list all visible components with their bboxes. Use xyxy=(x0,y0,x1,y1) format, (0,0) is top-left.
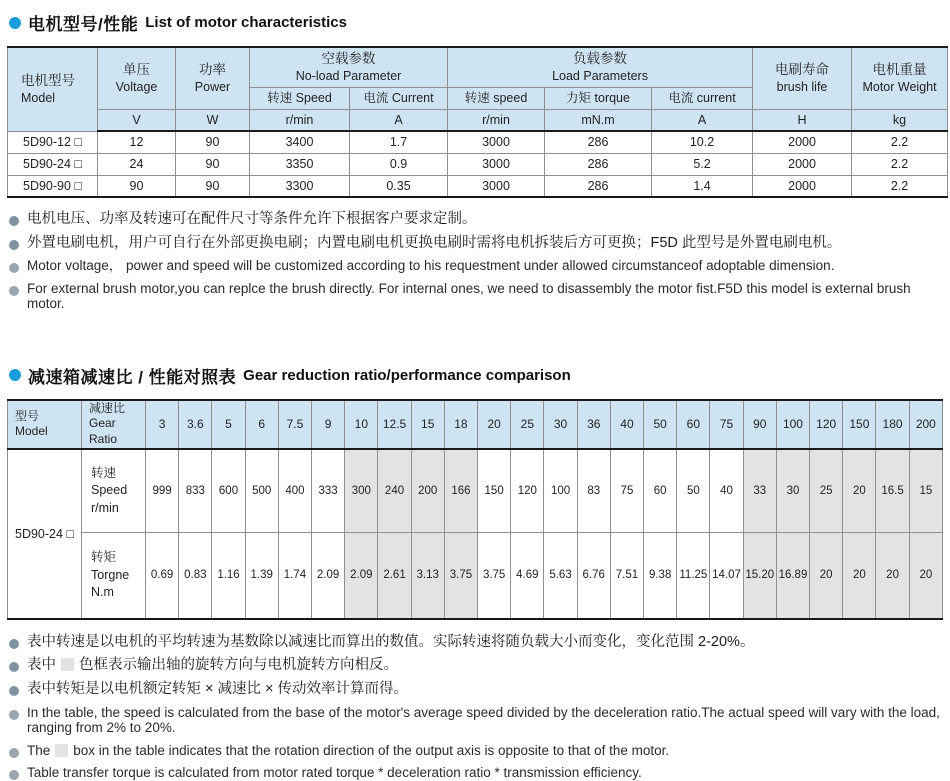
units-row xyxy=(8,109,948,131)
ratio-value-cell: 9 xyxy=(312,400,345,449)
note-text-pre: The xyxy=(27,742,51,758)
blue-bullet-icon xyxy=(9,369,21,381)
torque-cell: 16.89 xyxy=(776,533,809,619)
section-title-zh: 电机型号/性能 xyxy=(28,15,139,34)
note-text-pre: 表中 xyxy=(27,657,56,674)
torque-cell: 1.16 xyxy=(212,533,245,619)
model-cell: 5D90-12 □ xyxy=(8,131,98,153)
torque-label-cell xyxy=(82,533,146,619)
torque-cell: 2.09 xyxy=(345,533,378,619)
note-bullet-icon xyxy=(9,710,19,720)
header-label: 减速比 xyxy=(89,400,126,415)
note-bullet-icon xyxy=(9,748,19,758)
reverse-rotation-swatch-icon xyxy=(61,658,74,671)
data-cell: 3000 xyxy=(448,153,545,175)
load-current-header-cell: 电流 current xyxy=(652,87,753,109)
gear-ratio-header-cell xyxy=(82,400,146,449)
ratio-value-cell: 75 xyxy=(710,400,743,449)
ratio-value-cell: 15 xyxy=(411,400,444,449)
unit-cell: kg xyxy=(852,109,948,131)
ratio-value-cell: 5 xyxy=(212,400,245,449)
unit-cell: r/min xyxy=(250,109,350,131)
ratio-value-cell: 150 xyxy=(843,400,876,449)
note-text: Motor voltage， power and speed will be customized according to his requestment under allowed circumstanceof adoptable dimension. xyxy=(27,258,835,274)
note-bullet-icon xyxy=(9,240,19,250)
torque-cell: 2.09 xyxy=(312,533,345,619)
motor-notes xyxy=(7,211,943,312)
speed-cell: 400 xyxy=(278,449,311,533)
speed-cell: 100 xyxy=(544,449,577,533)
header-label: Model xyxy=(21,90,56,105)
header-label: Voltage xyxy=(115,79,158,94)
torque-cell: 14.07 xyxy=(710,533,743,619)
data-cell: 3000 xyxy=(448,131,545,153)
section-spacer xyxy=(7,319,943,359)
ratio-value-cell: 50 xyxy=(644,400,677,449)
data-cell: 2000 xyxy=(753,153,852,175)
note-text xyxy=(27,657,398,674)
data-cell: 3400 xyxy=(250,131,350,153)
data-cell: 5.2 xyxy=(652,153,753,175)
speed-cell: 83 xyxy=(577,449,610,533)
note-line xyxy=(9,765,943,781)
speed-cell: 120 xyxy=(511,449,544,533)
note-line xyxy=(9,705,943,736)
data-cell: 1.4 xyxy=(652,175,753,197)
note-bullet-icon xyxy=(9,286,19,296)
torque-cell: 2.61 xyxy=(378,533,411,619)
speed-cell: 240 xyxy=(378,449,411,533)
ratio-value-cell: 12.5 xyxy=(378,400,411,449)
load-speed-header-cell: 转速 speed xyxy=(448,87,545,109)
ratio-value-cell: 36 xyxy=(577,400,610,449)
data-cell: 286 xyxy=(545,131,652,153)
weight-header-cell xyxy=(852,47,948,109)
note-text: 外置电刷电机，用户可自行在外部更换电刷；内置电刷电机更换电刷时需将电机拆装后方可更换；F5D 此型号是外置电刷电机。 xyxy=(27,234,842,251)
data-cell: 2.2 xyxy=(852,153,948,175)
brush-life-header-cell xyxy=(753,47,852,109)
load-torque-header-cell: 力矩 torque xyxy=(545,87,652,109)
row-label: r/min xyxy=(91,500,119,515)
ratio-value-cell: 200 xyxy=(909,400,942,449)
note-text: Table transfer torque is calculated from motor rated torque * deceleration ratio * transmission efficiency. xyxy=(27,765,642,781)
speed-cell: 30 xyxy=(776,449,809,533)
note-text: 电机电压、功率及转速可在配件尺寸等条件允许下根据客户要求定制。 xyxy=(27,211,477,227)
note-bullet-icon xyxy=(9,662,19,672)
unit-cell: mN.m xyxy=(545,109,652,131)
motor-section-title xyxy=(9,10,943,35)
ratio-value-cell: 90 xyxy=(743,400,776,449)
ratio-value-cell: 20 xyxy=(478,400,511,449)
row-label: Torgne xyxy=(91,567,130,582)
speed-cell: 333 xyxy=(312,449,345,533)
note-bullet-icon xyxy=(9,263,19,273)
row-label: 转矩 xyxy=(91,550,117,565)
data-cell: 24 xyxy=(98,153,176,175)
header-label: 空载参数 xyxy=(321,51,376,67)
torque-cell: 3.13 xyxy=(411,533,444,619)
speed-label-cell xyxy=(82,449,146,533)
unit-cell: A xyxy=(350,109,448,131)
header-label: 电刷寿命 xyxy=(775,62,830,78)
data-cell: 12 xyxy=(98,131,176,153)
speed-cell: 15 xyxy=(909,449,942,533)
header-label: No-load Parameter xyxy=(295,68,402,83)
data-cell: 90 xyxy=(176,131,250,153)
header-label: 电机型号 xyxy=(21,73,75,89)
torque-cell: 20 xyxy=(843,533,876,619)
ratio-value-cell: 6 xyxy=(245,400,278,449)
ratio-value-cell: 25 xyxy=(511,400,544,449)
header-label: Motor Weight xyxy=(862,79,937,94)
noload-header-cell xyxy=(250,47,448,87)
note-text: For external brush motor,you can replce the brush directly. For internal ones, we need to disassembly the motor fist.F5D this model is external brush motor. xyxy=(27,280,911,312)
ratio-value-cell: 3 xyxy=(146,400,179,449)
ratio-value-cell: 100 xyxy=(776,400,809,449)
torque-cell: 3.75 xyxy=(478,533,511,619)
data-cell: 90 xyxy=(176,153,250,175)
data-cell: 10.2 xyxy=(652,131,753,153)
header-label: Gear Ratio xyxy=(89,416,118,447)
torque-cell: 4.69 xyxy=(511,533,544,619)
gear-section-title xyxy=(9,363,943,388)
torque-cell: 15.20 xyxy=(743,533,776,619)
torque-cell: 5.63 xyxy=(544,533,577,619)
section-title-zh: 减速箱减速比 / 性能对照表 xyxy=(28,367,237,387)
unit-cell: V xyxy=(98,109,176,131)
data-cell: 0.35 xyxy=(350,175,448,197)
speed-cell: 166 xyxy=(444,449,477,533)
speed-cell: 16.5 xyxy=(876,449,909,533)
header-label: 型号 xyxy=(15,408,40,423)
unit-cell: A xyxy=(652,109,753,131)
note-line xyxy=(9,634,943,651)
note-bullet-icon xyxy=(9,639,19,649)
data-cell: 2.2 xyxy=(852,131,948,153)
speed-cell: 60 xyxy=(644,449,677,533)
voltage-header-cell xyxy=(98,47,176,109)
table-row xyxy=(8,131,948,153)
note-line xyxy=(9,657,943,674)
note-line xyxy=(9,681,943,698)
data-cell: 90 xyxy=(176,175,250,197)
note-text xyxy=(27,743,669,759)
speed-cell: 50 xyxy=(677,449,710,533)
header-label: 单压 xyxy=(123,62,150,78)
gear-model-header-cell xyxy=(8,400,82,449)
data-cell: 1.7 xyxy=(350,131,448,153)
noload-current-header-cell: 电流 Current xyxy=(350,87,448,109)
ratio-value-cell: 7.5 xyxy=(278,400,311,449)
note-bullet-icon xyxy=(9,686,19,696)
noload-speed-header-cell: 转速 Speed xyxy=(250,87,350,109)
speed-cell: 200 xyxy=(411,449,444,533)
reverse-rotation-swatch-icon xyxy=(55,744,68,757)
speed-cell: 500 xyxy=(245,449,278,533)
note-bullet-icon xyxy=(9,216,19,226)
note-line xyxy=(9,211,943,228)
note-line xyxy=(9,258,943,274)
header-label: 电机重量 xyxy=(872,62,927,78)
torque-cell: 0.69 xyxy=(146,533,179,619)
speed-cell: 75 xyxy=(610,449,643,533)
data-cell: 0.9 xyxy=(350,153,448,175)
speed-cell: 600 xyxy=(212,449,245,533)
data-cell: 90 xyxy=(98,175,176,197)
model-cell: 5D90-90 □ xyxy=(8,175,98,197)
section-title-en: List of motor characteristics xyxy=(145,14,347,31)
data-cell: 286 xyxy=(545,153,652,175)
ratio-value-cell: 3.6 xyxy=(179,400,212,449)
gear-model-cell: 5D90-24 □ xyxy=(8,449,82,619)
note-text-post: box in the table indicates that the rotation direction of the output axis is opposite to that of the motor. xyxy=(73,742,670,758)
speed-cell: 33 xyxy=(743,449,776,533)
torque-cell: 3.75 xyxy=(444,533,477,619)
section-title-en: Gear reduction ratio/performance comparison xyxy=(243,366,571,384)
note-line xyxy=(9,281,943,312)
torque-cell: 7.51 xyxy=(610,533,643,619)
row-label: N.m xyxy=(91,585,114,600)
blue-bullet-icon xyxy=(9,17,21,29)
data-cell: 2.2 xyxy=(852,175,948,197)
power-header-cell xyxy=(176,47,250,109)
data-cell: 3000 xyxy=(448,175,545,197)
speed-cell: 20 xyxy=(843,449,876,533)
torque-cell: 11.25 xyxy=(677,533,710,619)
gear-torque-row xyxy=(8,533,943,619)
model-cell: 5D90-24 □ xyxy=(8,153,98,175)
speed-cell: 150 xyxy=(478,449,511,533)
ratio-value-cell: 120 xyxy=(810,400,843,449)
torque-cell: 0.83 xyxy=(179,533,212,619)
header-label: Load Parameters xyxy=(552,68,648,83)
note-text: In the table, the speed is calculated from the base of the motor's average speed divided by the deceleration ratio.The actual speed will vary with the load, ranging from 2% to 20%. xyxy=(27,704,940,736)
gear-notes xyxy=(7,634,943,781)
data-cell: 2000 xyxy=(753,131,852,153)
row-label: Speed xyxy=(91,483,128,498)
ratio-value-cell: 180 xyxy=(876,400,909,449)
torque-cell: 20 xyxy=(810,533,843,619)
unit-cell: r/min xyxy=(448,109,545,131)
data-cell: 2000 xyxy=(753,175,852,197)
ratio-value-cell: 60 xyxy=(677,400,710,449)
ratio-value-cell: 10 xyxy=(345,400,378,449)
note-line xyxy=(9,235,943,252)
unit-cell: W xyxy=(176,109,250,131)
ratio-value-cell: 18 xyxy=(444,400,477,449)
table-row xyxy=(8,153,948,175)
gear-ratio-table xyxy=(7,399,943,620)
speed-cell: 40 xyxy=(710,449,743,533)
motor-characteristics-table xyxy=(7,46,948,198)
load-header-cell xyxy=(448,47,753,87)
speed-cell: 25 xyxy=(810,449,843,533)
gear-speed-row xyxy=(8,449,943,533)
header-label: brush life xyxy=(776,79,828,94)
note-text: 表中转矩是以电机额定转矩 × 减速比 × 传动效率计算而得。 xyxy=(27,681,409,698)
ratio-value-cell: 30 xyxy=(544,400,577,449)
header-label: 功率 xyxy=(199,62,226,78)
header-label: Power xyxy=(194,79,231,94)
torque-cell: 20 xyxy=(909,533,942,619)
torque-cell: 1.74 xyxy=(278,533,311,619)
model-header-cell xyxy=(8,47,98,131)
header-label: 负载参数 xyxy=(573,51,628,67)
data-cell: 3300 xyxy=(250,175,350,197)
torque-cell: 6.76 xyxy=(577,533,610,619)
speed-cell: 300 xyxy=(345,449,378,533)
note-bullet-icon xyxy=(9,770,19,780)
data-cell: 286 xyxy=(545,175,652,197)
note-text-post: 色框表示输出轴的旋转方向与电机旋转方向相反。 xyxy=(79,657,398,674)
torque-cell: 20 xyxy=(876,533,909,619)
data-cell: 3350 xyxy=(250,153,350,175)
gear-header-row xyxy=(8,400,943,449)
torque-cell: 9.38 xyxy=(644,533,677,619)
row-label: 转速 xyxy=(91,465,117,480)
speed-cell: 833 xyxy=(179,449,212,533)
unit-cell: H xyxy=(753,109,852,131)
ratio-value-cell: 40 xyxy=(610,400,643,449)
torque-cell: 1.39 xyxy=(245,533,278,619)
header-label: Model xyxy=(15,424,48,439)
table-row xyxy=(8,175,948,197)
note-text: 表中转速是以电机的平均转速为基数除以减速比而算出的数值。实际转速将随负载大小而变化，变化范围 2-20%。 xyxy=(27,633,755,650)
speed-cell: 999 xyxy=(146,449,179,533)
note-line xyxy=(9,743,943,759)
table-header-row xyxy=(8,47,948,87)
